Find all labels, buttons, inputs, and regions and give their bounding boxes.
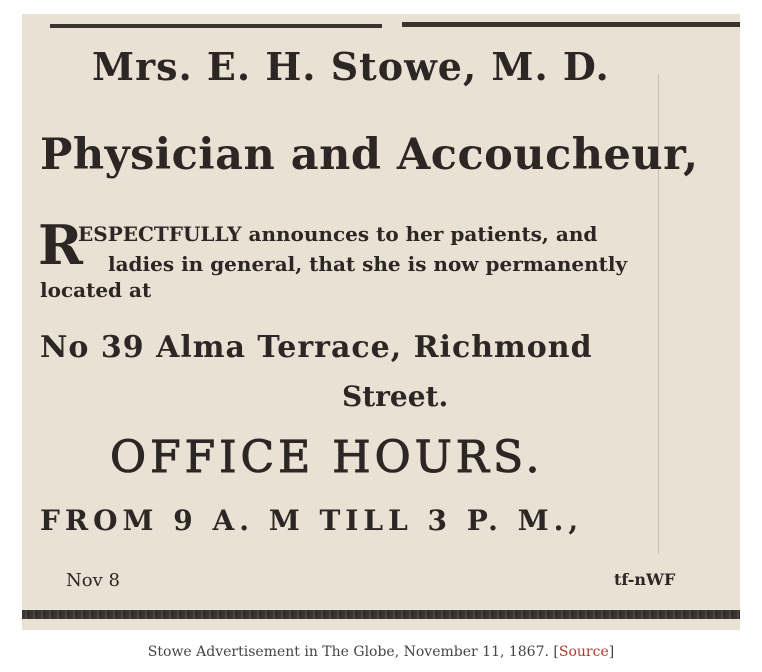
office-hours-heading: OFFICE HOURS.	[110, 432, 544, 483]
advertisement	[22, 14, 740, 630]
drop-cap: R	[38, 213, 83, 277]
caption-close-bracket: ]	[608, 644, 615, 660]
body-text-line-3: located at	[40, 278, 152, 302]
bottom-rule	[22, 610, 740, 619]
body-text-line-1: ESPECTFULLY announces to her patients, and	[78, 222, 598, 246]
caption-open-bracket: [	[553, 644, 559, 660]
address-line-2: Street.	[342, 380, 449, 413]
insertion-code: tf-nWF	[614, 570, 676, 589]
advertiser-name: Mrs. E. H. Stowe, M. D.	[92, 44, 610, 89]
advertiser-title: Physician and Accoucheur,	[40, 130, 699, 180]
source-link[interactable]: Source	[558, 644, 609, 660]
address-line-1: No 39 Alma Terrace, Richmond	[40, 330, 593, 365]
publication-date: Nov 8	[66, 570, 120, 591]
image-caption	[0, 644, 762, 660]
body-text-line-2: ladies in general, that she is now permanently	[108, 252, 628, 276]
office-hours-times: FROM 9 A. M TILL 3 P. M.,	[40, 504, 584, 537]
newspaper-clipping	[22, 14, 740, 630]
caption-text: Stowe Advertisement in The Globe, November 11, 1867.	[147, 644, 549, 660]
